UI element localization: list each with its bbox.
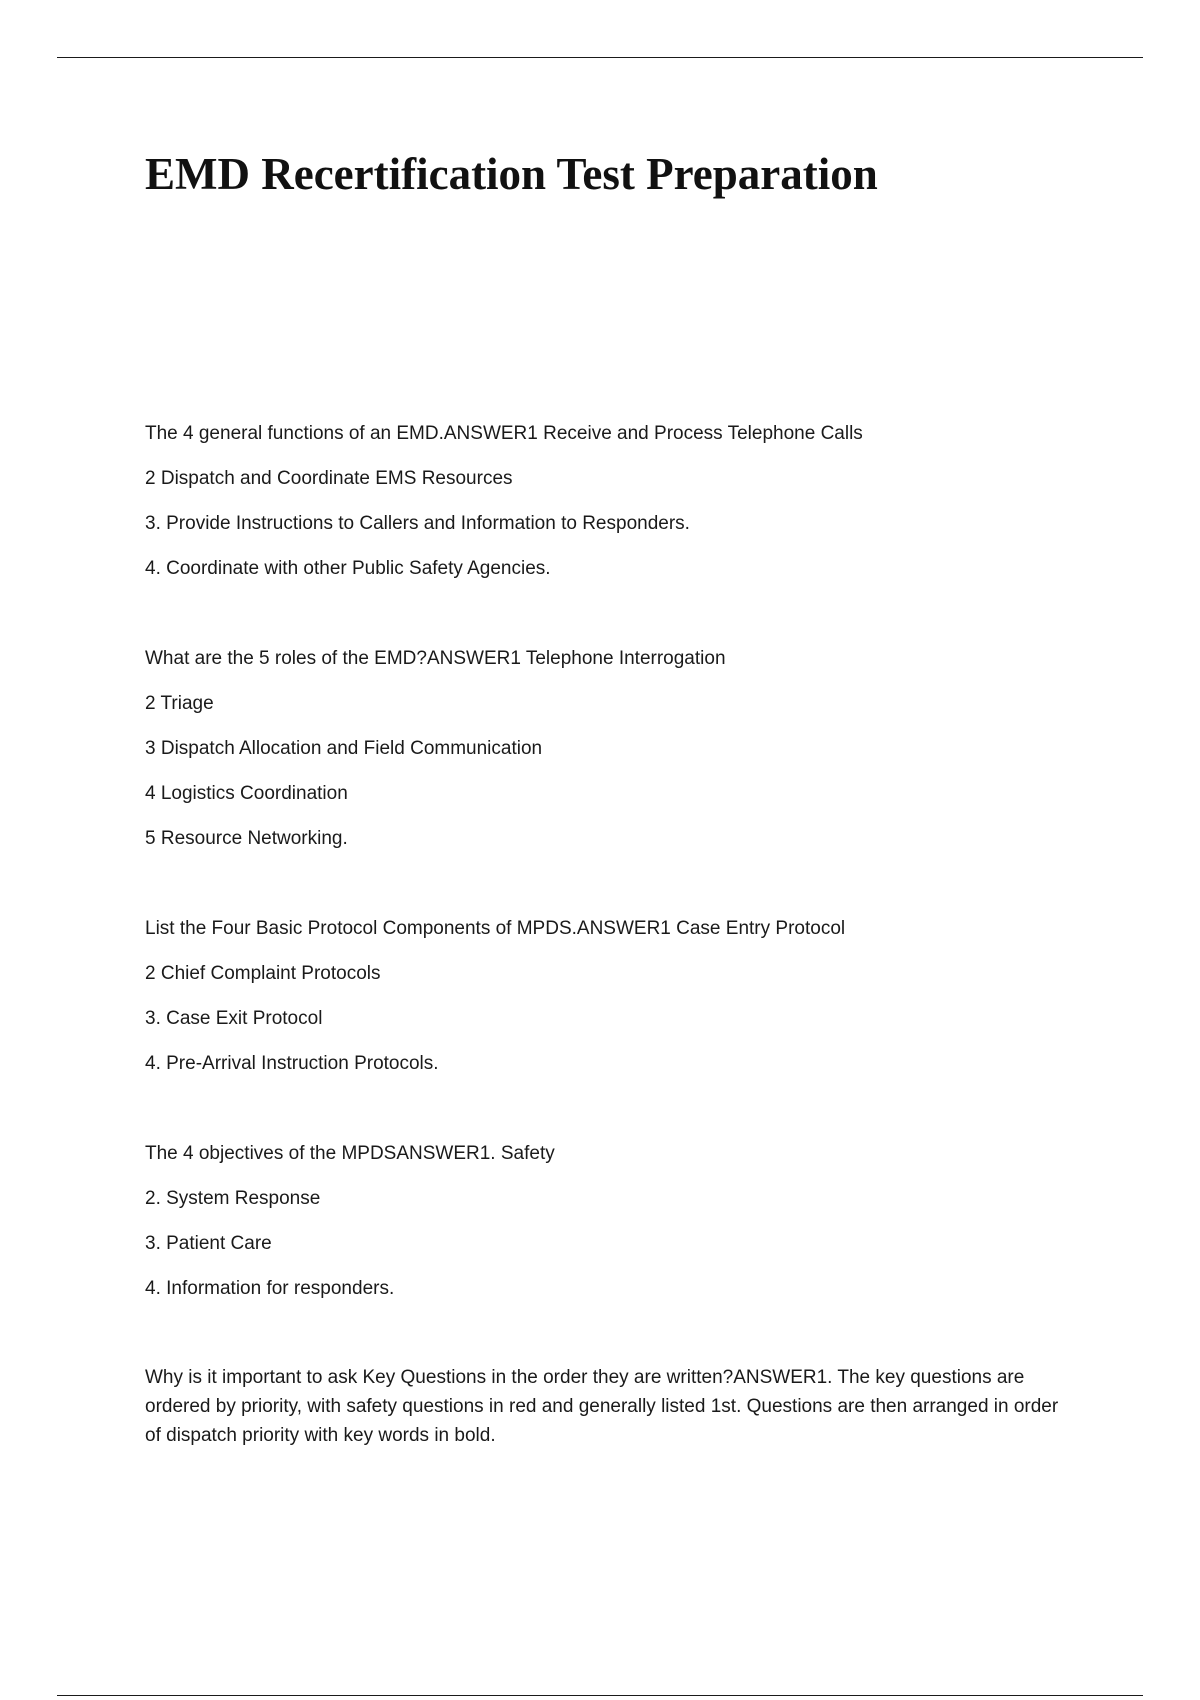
question-line: What are the 5 roles of the EMD?ANSWER1 Telephone Interrogation (145, 648, 726, 669)
answer-line: 2. System Response (145, 1188, 321, 1209)
question-paragraph: Why is it important to ask Key Questions in the order they are written?ANSWER1. The key questions are ordered by priority, with safety questions in red and generally listed 1st. Questions are then arranged in order of dispatch priority with key words in bold. (145, 1367, 1059, 1446)
answer-line: 5 Resource Networking. (145, 828, 348, 849)
document-body (145, 411, 1075, 1450)
answer-line: 4. Coordinate with other Public Safety Agencies. (145, 558, 551, 579)
answer-line: 4. Pre-Arrival Instruction Protocols. (145, 1053, 439, 1074)
question-line: The 4 general functions of an EMD.ANSWER1 Receive and Process Telephone Calls (145, 423, 863, 444)
top-rule (57, 57, 1143, 58)
answer-line: 3 Dispatch Allocation and Field Communication (145, 738, 543, 759)
qa-item-protocol-components (145, 906, 1075, 1086)
qa-item-key-questions-order (145, 1356, 1075, 1450)
bottom-rule (57, 1695, 1143, 1696)
answer-line: 4. Information for responders. (145, 1278, 395, 1299)
qa-item-general-functions (145, 411, 1075, 591)
answer-line: 4 Logistics Coordination (145, 783, 348, 804)
answer-line: 3. Provide Instructions to Callers and Information to Responders. (145, 513, 690, 534)
question-line: List the Four Basic Protocol Components of MPDS.ANSWER1 Case Entry Protocol (145, 918, 846, 939)
page-title: EMD Recertification Test Preparation (145, 149, 878, 199)
answer-line: 2 Chief Complaint Protocols (145, 963, 381, 984)
answer-line: 3. Patient Care (145, 1233, 272, 1254)
answer-line: 2 Dispatch and Coordinate EMS Resources (145, 468, 513, 489)
answer-line: 3. Case Exit Protocol (145, 1008, 323, 1029)
question-line: The 4 objectives of the MPDSANSWER1. Safety (145, 1143, 555, 1164)
qa-item-objectives (145, 1131, 1075, 1311)
qa-item-roles (145, 636, 1075, 861)
answer-line: 2 Triage (145, 693, 214, 714)
